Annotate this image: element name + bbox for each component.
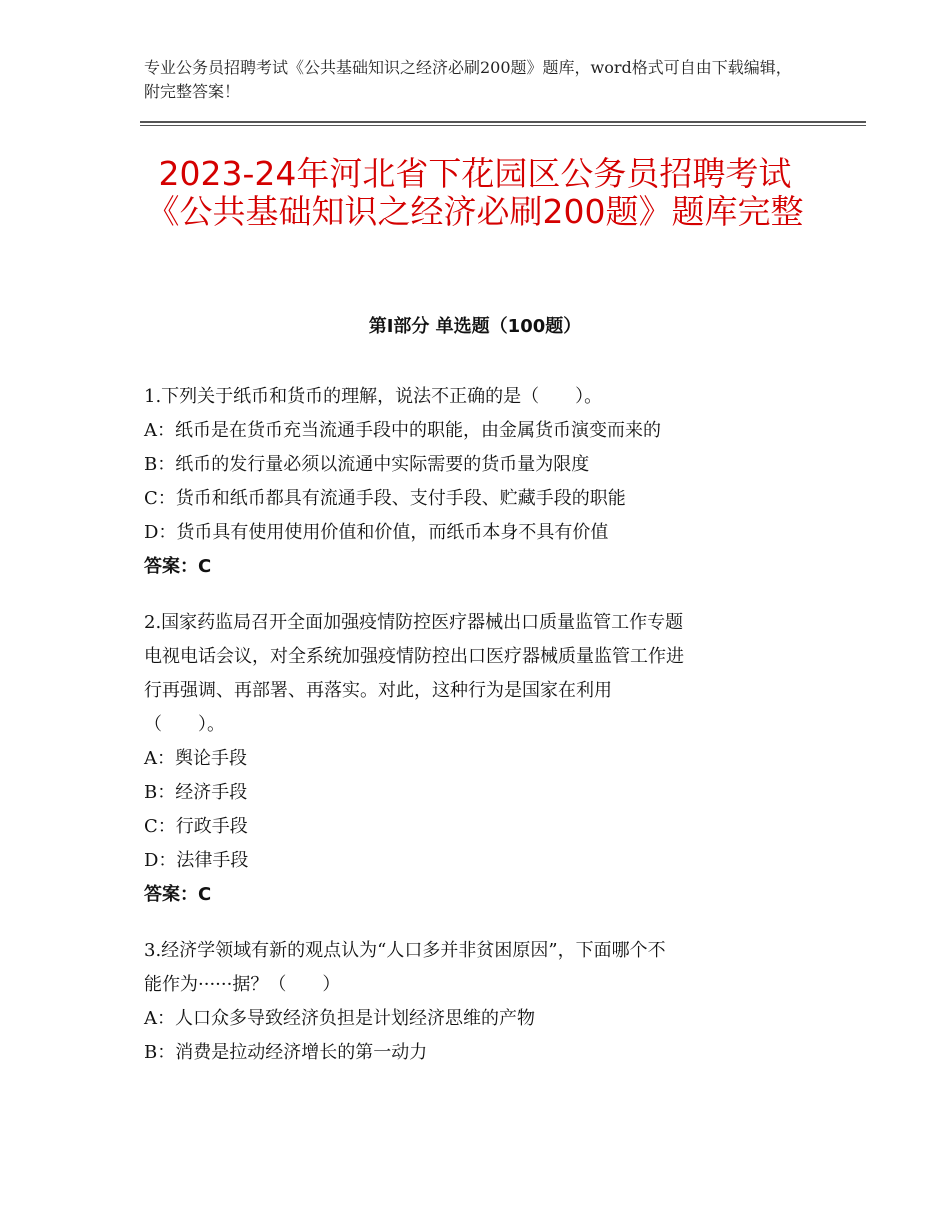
option-a: A：纸币是在货币充当流通手段中的职能，由金属货币演变而来的 bbox=[144, 420, 661, 441]
question-stem-line: 2.国家药监局召开全面加强疫情防控医疗器械出口质量监管工作专题 bbox=[144, 612, 684, 633]
option-a: A：人口众多导致经济负担是计划经济思维的产物 bbox=[144, 1008, 535, 1029]
answer-line: 答案：C bbox=[144, 556, 212, 577]
option-c: C：货币和纸币都具有流通手段、支付手段、贮藏手段的职能 bbox=[144, 488, 626, 509]
header-rule-thick bbox=[140, 121, 866, 123]
option-d: D：法律手段 bbox=[144, 850, 249, 871]
question-stem-line: （ ）。 bbox=[144, 714, 225, 735]
question-2 bbox=[144, 606, 804, 912]
option-a: A：舆论手段 bbox=[144, 748, 247, 769]
option-b: B：消费是拉动经济增长的第一动力 bbox=[144, 1042, 428, 1063]
header-note: 专业公务员招聘考试《公共基础知识之经济必刷200题》题库，word格式可自由下载编辑，附完整答案！ bbox=[144, 58, 792, 101]
question-stem-line: 行再强调、再部署、再落实。对此，这种行为是国家在利用 bbox=[144, 680, 612, 701]
section-heading: 第Ⅰ部分 单选题（100题） bbox=[368, 316, 582, 337]
question-list bbox=[144, 380, 804, 1092]
question-stem-line: 能作为······据？（ ） bbox=[144, 974, 341, 995]
question-stem-line: 3.经济学领域有新的观点认为“人口多并非贫困原因”，下面哪个不 bbox=[144, 940, 666, 961]
answer-line: 答案：C bbox=[144, 884, 212, 905]
option-b: B：纸币的发行量必须以流通中实际需要的货币量为限度 bbox=[144, 454, 590, 475]
question-1 bbox=[144, 380, 804, 584]
option-c: C：行政手段 bbox=[144, 816, 248, 837]
option-d: D：货币具有使用使用价值和价值，而纸币本身不具有价值 bbox=[144, 522, 609, 543]
question-stem-line: 电视电话会议，对全系统加强疫情防控出口医疗器械质量监管工作进 bbox=[144, 646, 684, 667]
document-title: 2023-24年河北省下花园区公务员招聘考试《公共基础知识之经济必刷200题》题库完整 bbox=[146, 154, 804, 231]
question-stem-line: 1.下列关于纸币和货币的理解，说法不正确的是（ ）。 bbox=[144, 386, 603, 407]
question-3 bbox=[144, 934, 804, 1070]
option-b: B：经济手段 bbox=[144, 782, 248, 803]
header-rule-thin bbox=[140, 125, 866, 126]
